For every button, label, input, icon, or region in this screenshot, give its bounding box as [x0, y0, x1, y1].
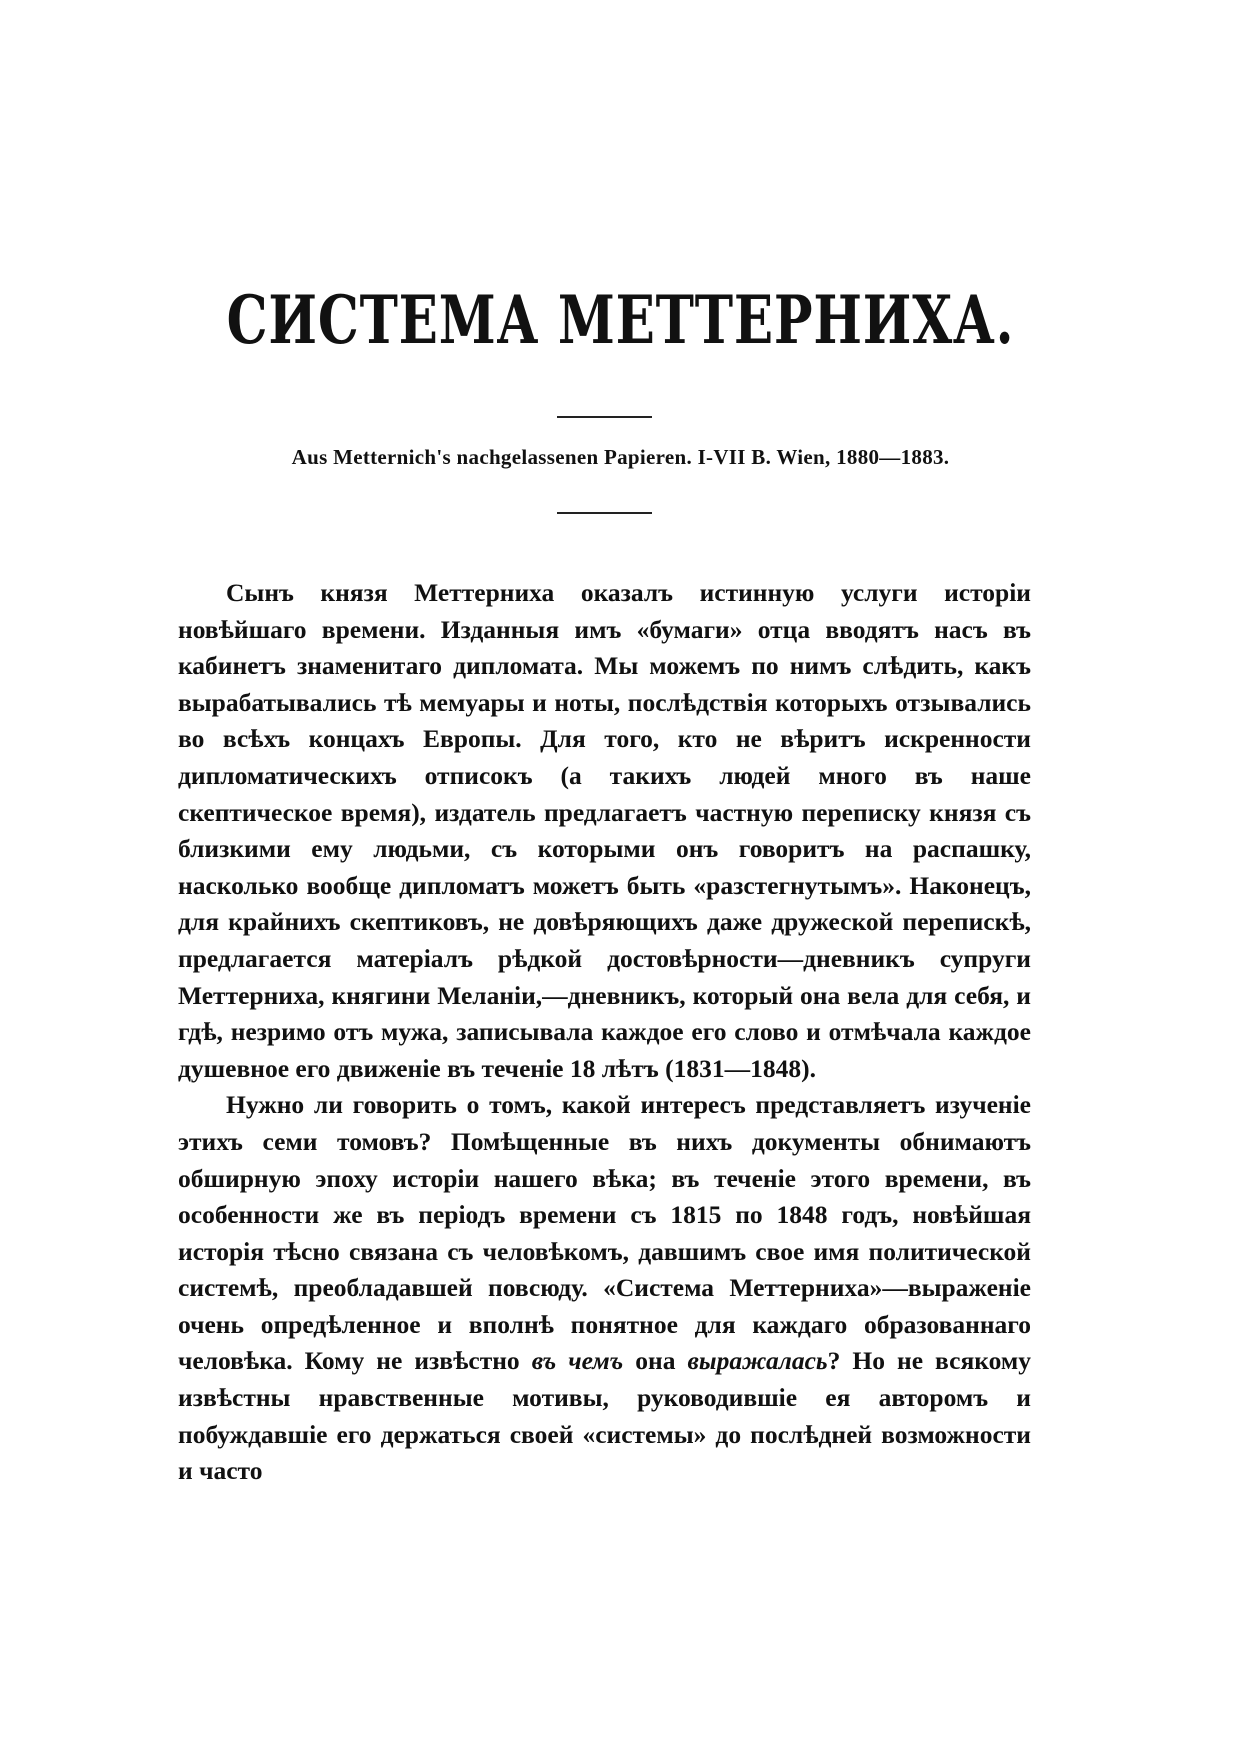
article-title: СИСТЕМА МЕТТЕРНИХА.	[226, 281, 1015, 359]
paragraph-text: Сынъ князя Меттерниха оказалъ истинную услуги исторіи новѣйшаго времени. Изданныя имъ «бумаги» отца вводятъ насъ въ кабинетъ знаменитаго дипломата. Мы можемъ по нимъ слѣдить, какъ вырабатывались тѣ мемуары и ноты, послѣдствія которыхъ отзывались во всѣхъ концахъ Европы. Для того, кто не вѣритъ искренности дипломатическихъ отписокъ (а такихъ людей много въ наше скептическое время), издатель предлагаетъ частную переписку князя съ близкими ему людьми, съ которыми онъ говоритъ на распашку, насколько вообще дипломатъ можетъ быть «разстегнутымъ». Наконецъ, для крайнихъ скептиковъ, не довѣряющихъ даже дружеской перепискѣ, предлагается матеріалъ рѣдкой достовѣрности—дневникъ супруги Меттерниха, княгини Меланіи,—дневникъ, который она вела для себя, и гдѣ, незримо отъ мужа, записывала каждое его слово и отмѣчала каждое душевное его движеніе въ теченіе 18 лѣтъ (1831—1848).	[178, 578, 1031, 1083]
paragraph-text: ? Но не всякому извѣстны нравственные мотивы, руководившіе ея авторомъ и побуждавшіе его держаться своей «системы» до послѣдней возможности и часто	[178, 1346, 1031, 1486]
source-citation: Aus Metternich's nachgelassenen Papieren. I-VII B. Wien, 1880—1883.	[291, 445, 950, 469]
title-divider	[557, 416, 652, 418]
article-body	[178, 575, 1031, 1490]
citation-divider	[557, 512, 652, 514]
italic-phrase: выражалась	[687, 1346, 828, 1376]
paragraph-1	[178, 575, 1031, 1087]
italic-phrase: въ чемъ	[531, 1346, 624, 1376]
paragraph-text: она	[623, 1346, 688, 1376]
paragraph-text: Нужно ли говорить о томъ, какой интересъ представляетъ изученіе этихъ семи томовъ? Помѣщенные въ нихъ документы обнимаютъ обширную эпоху исторіи нашего вѣка; въ теченіе этого времени, въ особенности же въ періодъ времени съ 1815 по 1848 годъ, новѣйшая исторія тѣсно связана съ человѣкомъ, давшимъ свое имя политической системѣ, преобладавшей повсюду. «Система Меттерниха»—выраженіе очень опредѣленное и вполнѣ понятное для каждаго образованнаго человѣка. Кому не извѣстно	[178, 1090, 1031, 1376]
paragraph-2	[178, 1087, 1031, 1490]
